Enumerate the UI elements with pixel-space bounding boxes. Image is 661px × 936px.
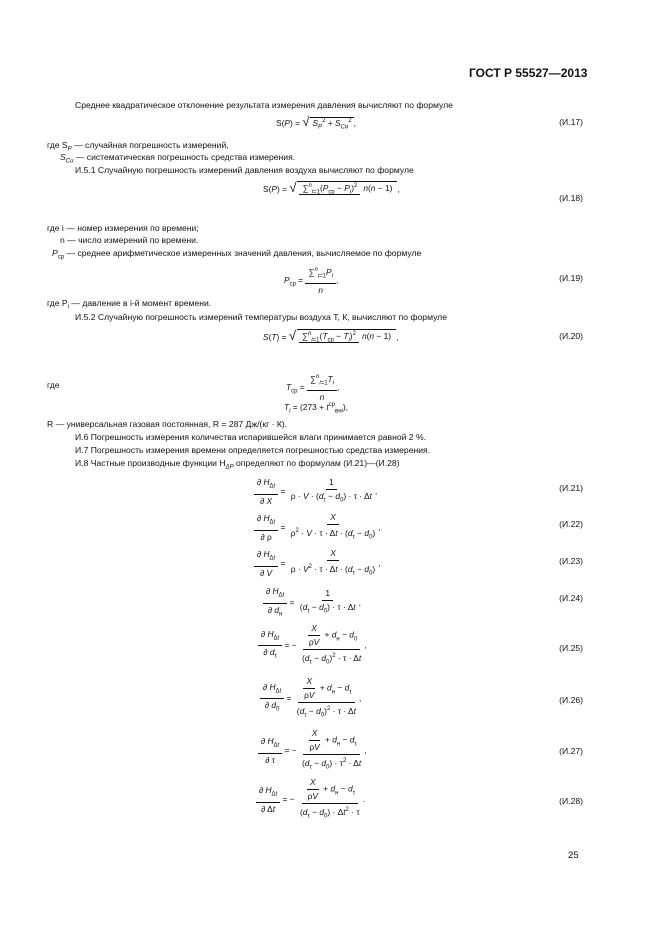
eq-number-19: (И.19) xyxy=(559,273,583,283)
paragraph-i8: И.8 Частные производные функции $H_{\Delta P}$ определяют по формулам (И.21)—(И.28) xyxy=(75,458,400,471)
eq-number-18: (И.18) xyxy=(559,193,583,203)
formula-27: $\frac{\partial H_{\Delta t}}{\partial \tau}$ = − $\frac{X}{\rho V}$ + $d_н - d_\tau$ $(d_\tau - d_0) \cdot \tau^2 \cdot \Delta t$ , xyxy=(258,728,367,773)
formula-19: $P_{ср}$ = $\frac{\sum^n_{i=1}P_i}{n}$ , xyxy=(284,266,339,296)
formula-26: $\frac{\partial H_{\Delta t}}{\partial d_0}$ = $\frac{X}{\rho V}$ + $d_н - d_\tau$ $(d_\tau - d_0)^2 \cdot \tau \cdot \Delta t$ , xyxy=(260,676,361,721)
definition-i: где i — номер измерения по времени; xyxy=(47,223,199,233)
formula-24: $\frac{\partial H_{\Delta t}}{\partial d_н}$ = $\frac{1}{(d_\tau - d_0) \cdot \tau \cdot \Delta t}$ , xyxy=(263,586,361,620)
paragraph-i6: И.6 Погрешность измерения количества испарившейся влаги принимается равной 2 %. xyxy=(75,432,427,442)
eq-number-24: (И.24) xyxy=(559,593,583,603)
formula-ti: $T_i = (273 + t^{ср}_{внi})$, xyxy=(284,402,348,415)
formula-22: $\frac{\partial H_{\Delta t}}{\partial \rho}$ = $\frac{X}{\rho^2 \cdot V \cdot \tau \cdot \Delta t \cdot (d_\tau - d_0)}$ , xyxy=(254,512,381,543)
formula-21: $\frac{\partial H_{\Delta t}}{\partial X}$ = $\frac{1}{\rho \cdot V \cdot (d_\tau - d_0) \cdot \tau \cdot \Delta t}$ , xyxy=(254,477,377,507)
eq-number-21: (И.21) xyxy=(559,483,583,493)
eq-number-17: (И.17) xyxy=(559,117,583,127)
eq-number-26: (И.26) xyxy=(559,695,583,705)
definition-pi: где $P_i$ — давление в i-й момент времени. xyxy=(47,298,212,311)
where-label: где xyxy=(47,380,60,390)
formula-18: S(P) = √ $\sum^n_{i=1}(P_{ср} - P_i)^2$ n(n − 1) , xyxy=(263,180,400,199)
formula-23: $\frac{\partial H_{\Delta t}}{\partial V}$ = $\frac{X}{\rho \cdot V^2 \cdot \tau \cdot \Delta t \cdot (d_\tau - d_0)}$ , xyxy=(254,548,381,579)
paragraph-i51: И.5.1 Случайную погрешность измерений давления воздуха вычисляют по формуле xyxy=(75,165,414,175)
definition-n: n — число измерений по времени. xyxy=(60,235,199,245)
document-code: ГОСТ Р 55527—2013 xyxy=(469,66,588,80)
eq-number-28: (И.28) xyxy=(559,796,583,806)
eq-number-20: (И.20) xyxy=(559,331,583,341)
paragraph-intro: Среднее квадратическое отклонение результата измерения давления вычисляют по формуле xyxy=(75,100,453,110)
formula-25: $\frac{\partial H_{\Delta t}}{\partial d_\tau}$ = − $\frac{X}{\rho V}$ + $d_н - d_0$ $(d_\tau - d_0)^2 \cdot \tau \cdot \Delta t$ , xyxy=(258,623,367,668)
definition-sp: где $S_P$ — случайная погрешность измерений, xyxy=(47,140,229,153)
eq-number-23: (И.23) xyxy=(559,556,583,566)
eq-number-27: (И.27) xyxy=(559,746,583,756)
definition-r: R — универсальная газовая постоянная, R = 287 Дж/(кг · К). xyxy=(47,419,288,429)
eq-number-25: (И.25) xyxy=(559,643,583,653)
page-number: 25 xyxy=(568,850,579,861)
definition-pcp: $P_{ср}$ — среднее арифметическое измеренных значений давления, вычисляемое по формуле xyxy=(52,248,422,261)
formula-28: $\frac{\partial H_{\Delta t}}{\partial \Delta t}$ = − $\frac{X}{\rho V}$ + $d_н - d_\tau$ $(d_\tau - d_0) \cdot \Delta t^2 \cdot \tau$ . xyxy=(256,777,365,822)
eq-number-22: (И.22) xyxy=(559,519,583,529)
definition-sc: $S_{Cи}$ — систематическая погрешность средства измерения. xyxy=(60,152,296,165)
formula-17: S(P) = √ $S_P^2 + S_{Cи}^2$ , xyxy=(276,114,356,131)
paragraph-i7: И.7 Погрешность измерения времени определяется погрешностью средства измерения. xyxy=(75,445,431,455)
paragraph-i52: И.5.2 Случайную погрешность измерений температуры воздуха T, К, вычисляют по формуле xyxy=(75,312,447,322)
formula-20: S(T) = √ $\sum^n_{i=1}(T_{ср} - T_i)^2$ n(n − 1) , xyxy=(263,328,398,347)
formula-tcp: $T_{ср}$ = $\frac{\sum^n_{i=1}T_i}{n}$ , xyxy=(286,373,340,403)
